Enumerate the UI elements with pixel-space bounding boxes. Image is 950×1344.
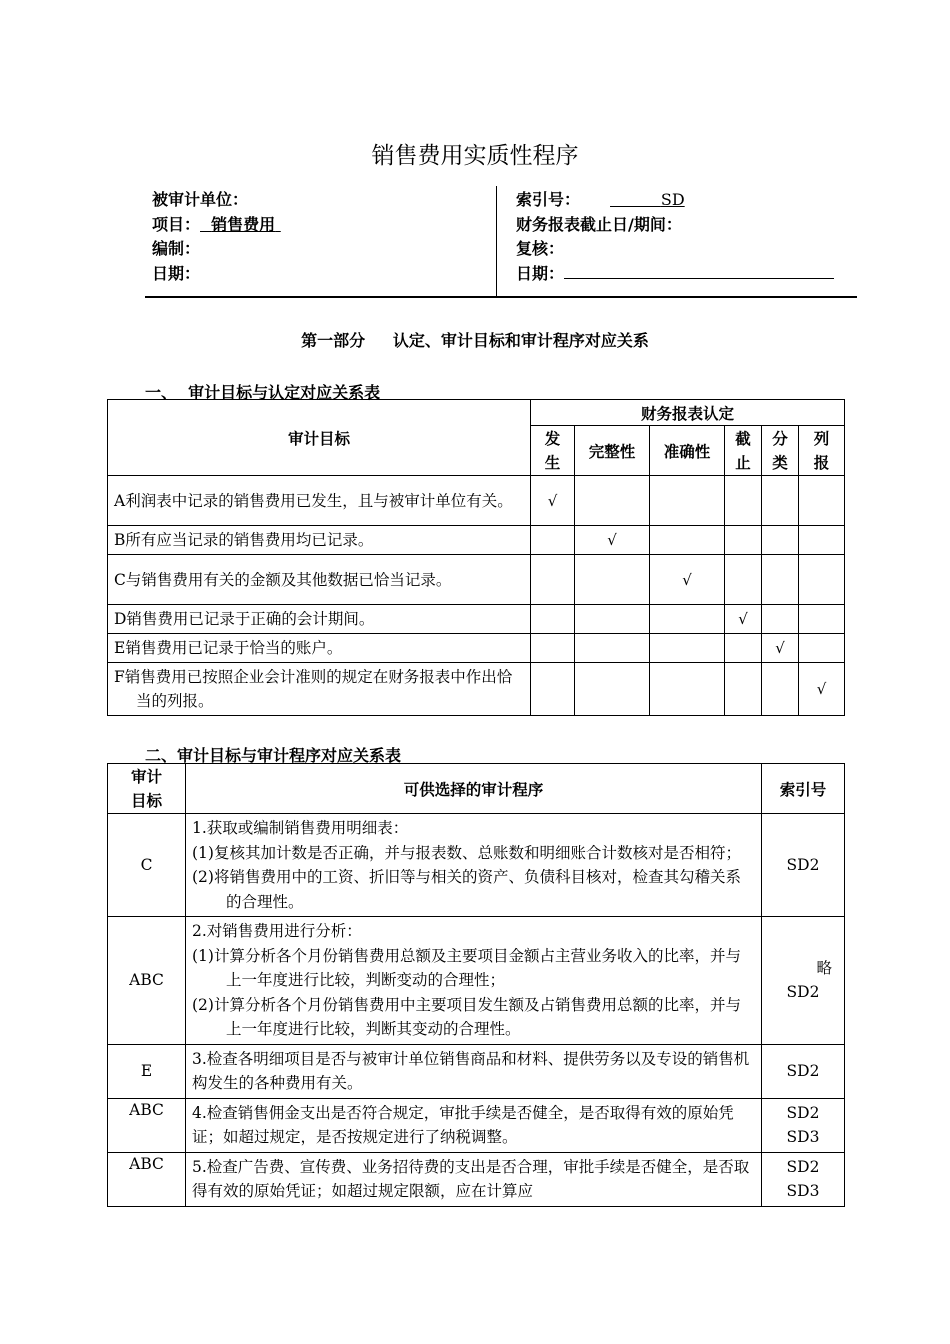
t1-check-cell: √: [725, 605, 762, 634]
t1-check-cell: √: [531, 476, 575, 526]
date-label-right: 日期：: [516, 263, 565, 283]
t2-procedure-cell: [186, 814, 762, 917]
t1-assertion-header: 列报: [799, 426, 845, 476]
t1-check-cell: [799, 526, 845, 555]
t1-objective-cell: C与销售费用有关的金额及其他数据已恰当记录。: [108, 555, 531, 605]
t2-row: [108, 1044, 845, 1098]
t2-index-cell: [762, 1044, 845, 1098]
date-row-right: [516, 262, 834, 287]
t1-assertion-header: 分类: [762, 426, 799, 476]
t1-check-cell: [725, 634, 762, 663]
t2-procedure-line: 2.对销售费用进行分析：: [192, 922, 362, 940]
t2-procedure-line: (1)复核其加计数是否正确，并与报表数、总账数和明细账合计数核对是否相符；: [192, 843, 741, 862]
t1-assertion-header: 完整性: [575, 426, 650, 476]
t2-row: [108, 917, 845, 1045]
t1-objective-cell: A利润表中记录的销售费用已发生，且与被审计单位有关。: [108, 476, 531, 526]
period-label: 财务报表截止日/期间：: [516, 214, 682, 234]
t2-row: [108, 814, 845, 917]
t1-check-cell: √: [762, 634, 799, 663]
t2-index-value: SD3: [786, 1182, 820, 1200]
t2-index-cell: [762, 1098, 845, 1152]
part-title: 第一部分 认定、审计目标和审计程序对应关系: [301, 331, 649, 350]
t1-row: [108, 634, 845, 663]
t2-index-cell: [762, 917, 845, 1045]
review-label: 复核：: [516, 239, 565, 258]
t2-index-value: SD2: [786, 1158, 820, 1176]
t2-index-cell: [762, 1152, 845, 1206]
t1-check-cell: [799, 605, 845, 634]
t1-check-cell: [650, 605, 725, 634]
t1-check-cell: [762, 476, 799, 526]
t1-header-assertions: 财务报表认定: [531, 400, 845, 426]
date-fill-line: [564, 278, 834, 279]
t1-check-cell: [799, 476, 845, 526]
t1-check-cell: [762, 605, 799, 634]
t2-objective-cell: ABC: [108, 917, 186, 1045]
t1-objective-cell: F销售费用已按照企业会计准则的规定在财务报表中作出恰当的列报。: [108, 663, 531, 716]
t1-check-cell: [762, 526, 799, 555]
t1-check-cell: [725, 663, 762, 716]
t2-row: [108, 1152, 845, 1206]
t1-check-cell: [799, 634, 845, 663]
t2-procedure-cell: [186, 1152, 762, 1206]
section1-title: 一、 审计目标与认定对应关系表: [145, 383, 381, 402]
index-label: 索引号：: [516, 190, 581, 209]
t1-check-cell: [531, 526, 575, 555]
objective-assertion-table: [107, 399, 845, 716]
t1-check-cell: [575, 663, 650, 716]
t2-procedure-line: 1.获取或编制销售费用明细表：: [192, 819, 409, 837]
t2-index-value: SD3: [786, 1128, 820, 1146]
t2-header-procedure: 可供选择的审计程序: [186, 764, 762, 814]
t1-check-cell: [575, 476, 650, 526]
t1-header-objective: 审计目标: [108, 400, 531, 476]
t2-objective-cell: E: [108, 1044, 186, 1098]
t2-objective-cell: ABC: [108, 1098, 186, 1152]
page-title: 销售费用实质性程序: [371, 143, 579, 169]
t1-check-cell: √: [575, 526, 650, 555]
t1-assertion-header: 截止: [725, 426, 762, 476]
t2-index-value: SD2: [786, 983, 820, 1002]
t2-procedure-line: (2)计算分析各个月份销售费用中主要项目发生额及占销售费用总额的比率，并与上一年度进行比较，判断其变动的合理性。: [192, 995, 741, 1038]
t1-assertion-header: 发生: [531, 426, 575, 476]
t2-procedure-line: (1)计算分析各个月份销售费用总额及主要项目金额占主营业务收入的比率，并与上一年度进行比较，判断变动的合理性；: [192, 946, 741, 989]
t1-row: [108, 555, 845, 605]
audited-unit-label: 被审计单位：: [152, 190, 249, 209]
t2-procedure-cell: [186, 1044, 762, 1098]
t2-index-value: 略: [816, 959, 832, 978]
t1-check-cell: [575, 555, 650, 605]
t2-index-value: SD2: [786, 1104, 820, 1122]
index-row: [516, 188, 834, 213]
project-value: 销售费用: [211, 214, 276, 234]
t1-objective-cell: D销售费用已记录于正确的会计期间。: [108, 605, 531, 634]
t2-index-value: SD2: [786, 1062, 820, 1080]
t1-check-cell: [650, 526, 725, 555]
t2-procedure-cell: [186, 917, 762, 1045]
objective-procedure-table: [107, 763, 845, 1207]
t1-row: [108, 476, 845, 526]
t2-index-cell: [762, 814, 845, 917]
t1-check-cell: [575, 634, 650, 663]
t2-header-objective: 审计目标: [108, 764, 186, 814]
t1-row: [108, 663, 845, 716]
t2-index-value: SD2: [786, 856, 820, 874]
t1-objective-cell: E销售费用已记录于恰当的账户。: [108, 634, 531, 663]
t1-check-cell: [531, 555, 575, 605]
t2-row: [108, 1098, 845, 1152]
t1-objective-cell: B所有应当记录的销售费用均已记录。: [108, 526, 531, 555]
header-divider: [496, 186, 497, 296]
t1-row: [108, 605, 845, 634]
header-left: [152, 188, 281, 286]
section2-title: 二、审计目标与审计程序对应关系表: [145, 746, 402, 765]
t2-procedure-line: 5.检查广告费、宣传费、业务招待费的支出是否合理，审批手续是否健全，是否取得有效的原始凭证；如超过规定限额，应在计算应: [192, 1157, 750, 1200]
t1-check-cell: [725, 555, 762, 605]
t2-procedure-line: 4.检查销售佣金支出是否符合规定，审批手续是否健全，是否取得有效的原始凭证；如超过规定，是否按规定进行了纳税调整。: [192, 1103, 734, 1146]
t1-check-cell: [762, 555, 799, 605]
date-label-left: 日期：: [152, 263, 201, 283]
t2-procedure-cell: [186, 1098, 762, 1152]
t1-check-cell: [650, 663, 725, 716]
t1-check-cell: √: [650, 555, 725, 605]
header-right: [516, 188, 834, 286]
t1-check-cell: [725, 526, 762, 555]
t1-check-cell: [650, 634, 725, 663]
t2-header-index: 索引号: [762, 764, 845, 814]
project-label: 项目：: [152, 214, 201, 234]
t1-check-cell: [799, 555, 845, 605]
index-value: SD: [660, 190, 685, 209]
t1-check-cell: [650, 476, 725, 526]
t1-check-cell: [575, 605, 650, 634]
t1-row: [108, 526, 845, 555]
t2-objective-cell: ABC: [108, 1152, 186, 1206]
t2-objective-cell: C: [108, 814, 186, 917]
t1-check-cell: [531, 663, 575, 716]
header-rule: [145, 296, 857, 298]
t1-check-cell: [531, 634, 575, 663]
project-row: [152, 213, 281, 238]
t1-check-cell: [531, 605, 575, 634]
t2-procedure-line: (2)将销售费用中的工资、折旧等与相关的资产、负债科目核对，检查其勾稽关系的合理性。: [192, 868, 741, 911]
t1-check-cell: [762, 663, 799, 716]
prepared-label: 编制：: [152, 239, 201, 258]
t2-procedure-line: 3.检查各明细项目是否与被审计单位销售商品和材料、提供劳务以及专设的销售机构发生的各种费用有关。: [192, 1049, 750, 1092]
t1-check-cell: [725, 476, 762, 526]
t1-assertion-header: 准确性: [650, 426, 725, 476]
t1-check-cell: √: [799, 663, 845, 716]
